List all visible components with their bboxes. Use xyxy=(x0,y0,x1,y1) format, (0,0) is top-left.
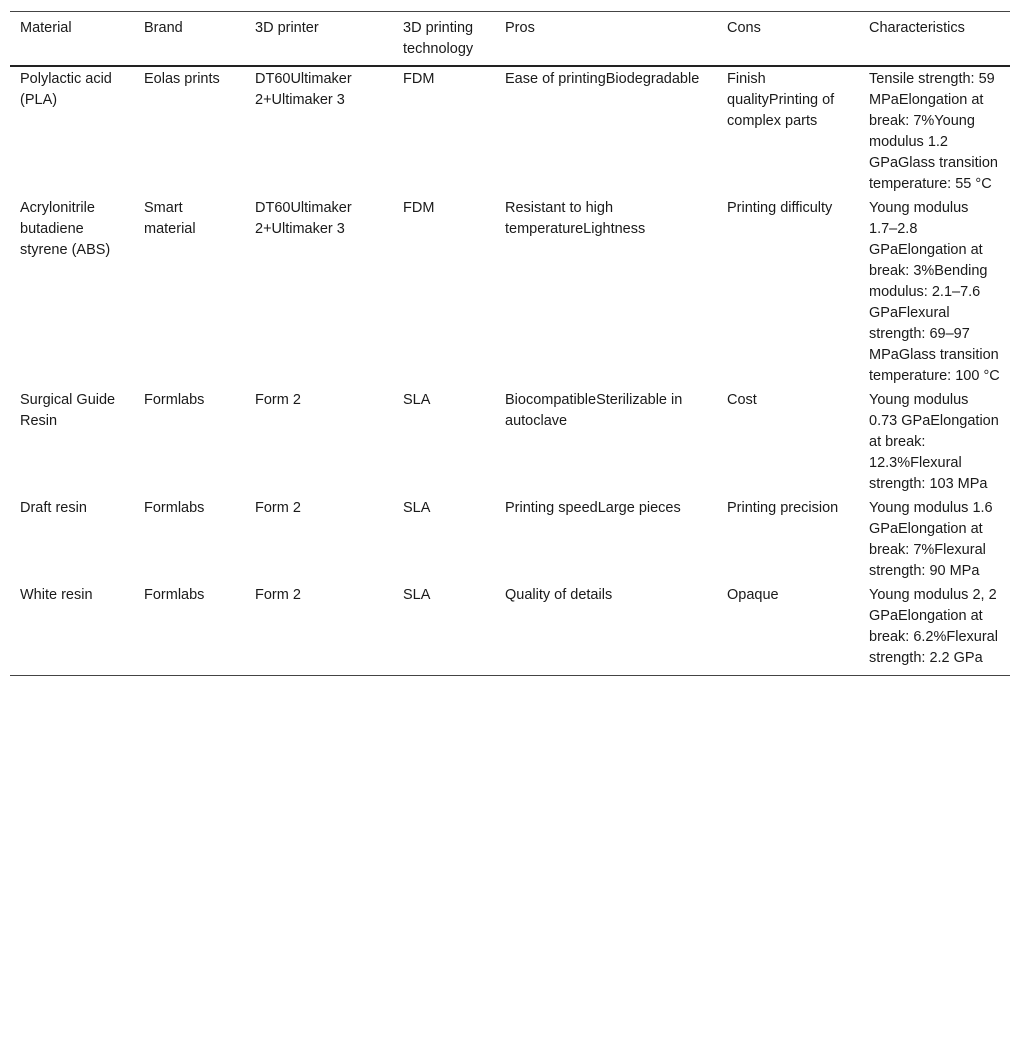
header-brand: Brand xyxy=(144,20,183,36)
cell-cons: Printing difficulty xyxy=(727,200,833,216)
cell-characteristics: Young modulus 0.73 GPaElongation at break: 12.3%Flexural strength: 103 MPa xyxy=(869,392,999,492)
cell-characteristics: Young modulus 1.7–2.8 GPaElongation at break: 3%Bending modulus: 2.1–7.6 GPaFlexural strength: 69–97 MPaGlass transition temperature: 100 °C xyxy=(869,200,1000,384)
table-header xyxy=(10,12,1010,67)
cell-pros: Resistant to high temperatureLightness xyxy=(505,200,646,237)
cell-3d-printer: Form 2 xyxy=(255,392,301,408)
cell-brand: Formlabs xyxy=(144,500,205,516)
header-material: Material xyxy=(20,20,72,36)
header-cons: Cons xyxy=(727,20,761,36)
header-3d-printer: 3D printer xyxy=(255,20,319,36)
cell-cons: Printing precision xyxy=(727,500,839,516)
table-body xyxy=(10,66,1010,676)
table-row xyxy=(10,496,1010,583)
cell-material: Surgical Guide Resin xyxy=(20,392,116,429)
table-row xyxy=(10,196,1010,388)
cell-characteristics: Tensile strength: 59 MPaElongation at break: 7%Young modulus 1.2 GPaGlass transition temperature: 55 °C xyxy=(869,71,998,192)
cell-technology: SLA xyxy=(403,392,431,408)
cell-pros: Printing speedLarge pieces xyxy=(505,500,681,516)
cell-pros: Ease of printingBiodegradable xyxy=(505,71,700,87)
table-row xyxy=(10,388,1010,496)
cell-pros: Quality of details xyxy=(505,587,613,603)
header-row xyxy=(10,12,1010,67)
materials-table xyxy=(10,11,1010,676)
cell-technology: FDM xyxy=(403,71,435,87)
cell-cons: Opaque xyxy=(727,587,779,603)
cell-3d-printer: Form 2 xyxy=(255,587,301,603)
cell-technology: SLA xyxy=(403,500,431,516)
cell-pros: BiocompatibleSterilizable in autoclave xyxy=(505,392,683,429)
cell-technology: FDM xyxy=(403,200,435,216)
header-pros: Pros xyxy=(505,20,535,36)
header-3d-printing-technology: 3D printing technology xyxy=(403,20,474,57)
cell-characteristics: Young modulus 2, 2 GPaElongation at break: 6.2%Flexural strength: 2.2 GPa xyxy=(869,587,998,666)
cell-brand: Eolas prints xyxy=(144,71,220,87)
materials-table-container xyxy=(10,11,1010,676)
table-row xyxy=(10,66,1010,196)
cell-brand: Formlabs xyxy=(144,392,205,408)
cell-brand: Formlabs xyxy=(144,587,205,603)
cell-cons: Finish qualityPrinting of complex parts xyxy=(727,71,835,129)
cell-material: Acrylonitrile butadiene styrene (ABS) xyxy=(20,200,111,258)
cell-technology: SLA xyxy=(403,587,431,603)
cell-cons: Cost xyxy=(727,392,757,408)
cell-material: Polylactic acid (PLA) xyxy=(20,71,112,108)
cell-3d-printer: DT60Ultimaker 2+Ultimaker 3 xyxy=(255,200,352,237)
cell-characteristics: Young modulus 1.6 GPaElongation at break: 7%Flexural strength: 90 MPa xyxy=(869,500,993,579)
cell-material: White resin xyxy=(20,587,93,603)
cell-3d-printer: DT60Ultimaker 2+Ultimaker 3 xyxy=(255,71,352,108)
cell-brand: Smart material xyxy=(144,200,196,237)
header-characteristics: Characteristics xyxy=(869,20,965,36)
table-row xyxy=(10,583,1010,676)
cell-3d-printer: Form 2 xyxy=(255,500,301,516)
cell-material: Draft resin xyxy=(20,500,87,516)
